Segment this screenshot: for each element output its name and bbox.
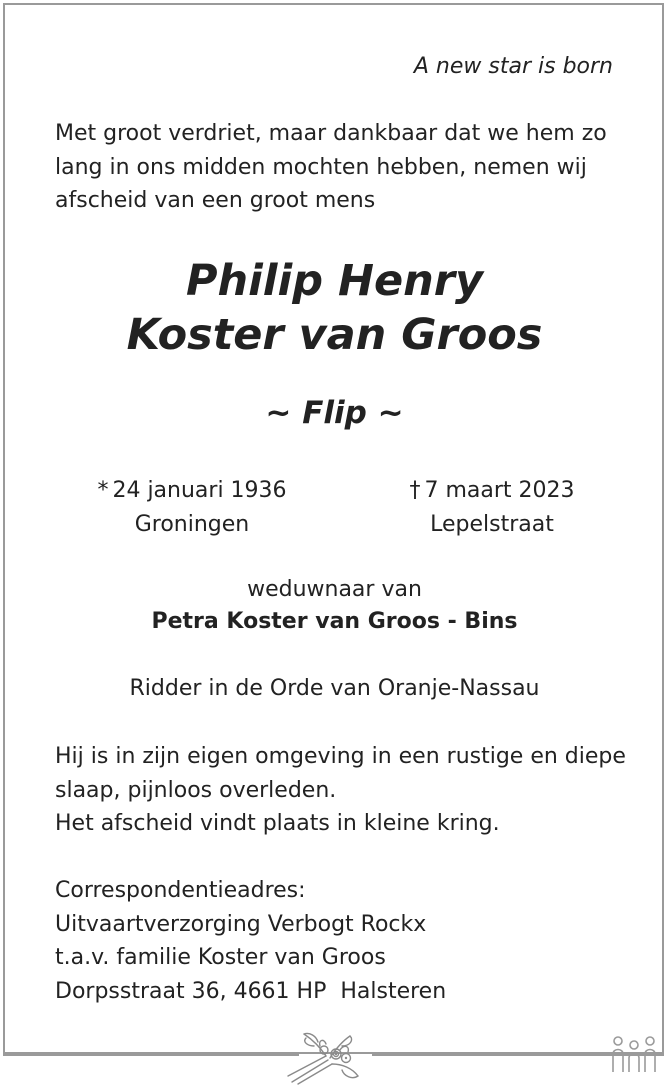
death-info [400,474,584,541]
spouse-name: Petra Koster van Groos - Bins [151,609,518,634]
intro-line: Met groot verdriet, maar dankbaar dat we hem zo [55,121,607,146]
address-line: Uitvaartverzorging Verbogt Rockx [55,911,427,937]
address-street-line [55,975,635,1009]
address-heading: Correspondentieadres: [55,878,306,903]
honour-title: Ridder in de Orde van Oranje-Nassau [129,676,540,701]
address-line: t.a.v. familie Koster van Groos [55,945,386,970]
family-figures-icon [610,1034,658,1074]
message-line: Het afscheid vindt plaats in kleine kring. [55,811,500,836]
birth-date-line [86,474,298,508]
death-symbol: † [409,478,421,503]
death-date: 7 maart 2023 [424,478,575,503]
deceased-name-surname: Koster van Groos [126,310,543,360]
message-line: slaap, pijnloos overleden. [55,777,337,803]
funeral-message [55,740,635,841]
intro-line: afscheid van een groot mens [55,188,376,213]
nickname: ~ Flip ~ [265,395,404,431]
intro-text [55,117,615,218]
message-line: Hij is in zijn eigen omgeving in een rustige en diepe [55,744,626,769]
death-place: Lepelstraat [430,511,554,537]
death-date-line [400,474,584,508]
deceased-name-first: Philip Henry [185,256,484,306]
tagline: A new star is born [413,54,613,79]
intro-line: lang in ons midden mochten hebben, nemen wij [55,154,587,180]
correspondence-address [55,874,635,1008]
birth-info [86,474,298,541]
address-city: Halsteren [340,978,447,1004]
birth-place: Groningen [134,511,250,537]
birth-date: 24 januari 1936 [112,478,287,503]
flower-bouquet-icon [280,1024,376,1086]
address-street: Dorpsstraat 36, 4661 HP [55,978,327,1004]
widower-label: weduwnaar van [247,577,422,602]
birth-symbol: * [97,478,109,503]
bottom-rule-left [3,1054,299,1056]
